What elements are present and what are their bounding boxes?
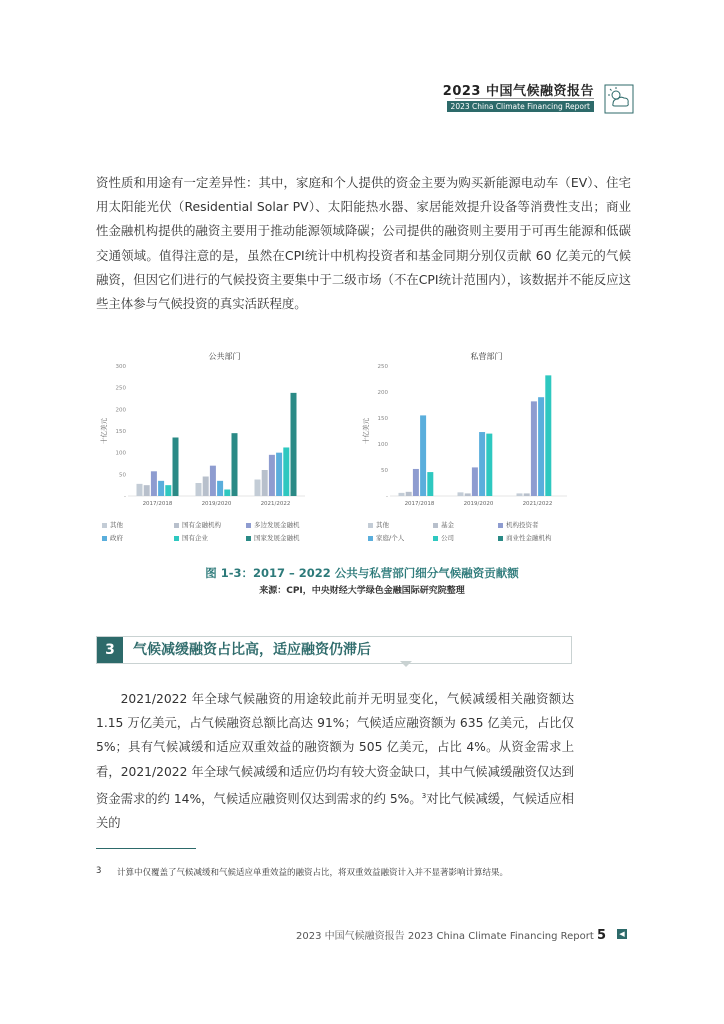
public-legend [102,520,332,544]
private-sector-chart [362,348,582,513]
report-subtitle: 2023 China Climate Financing Report [447,101,594,112]
y-tick-label: - [124,494,126,500]
y-axis-label: 十亿美元 [100,418,108,444]
x-tick-label: 2021/2022 [260,501,291,507]
footnote-ref[interactable]: 3 [421,791,427,800]
x-tick-label: 2017/2018 [404,501,435,507]
bar [173,438,179,497]
bar [276,453,282,496]
y-axis-label: 十亿美元 [362,418,370,444]
legend-item: 国家发展金融机 [246,533,300,542]
body-paragraph: 资性质和用途有一定差异性：其中，家庭和个人提供的资金主要为购买新能源电动车（EV）、住宅用太阳能光伏（Residential Solar PV）、太阳能热水器、家居能效提升设备等消费性支出；商业性金融机构提供的融资主要用于推动能源领域降碳；公司提供的融资则主要用于可再生能源和低碳交通领域。值得注意的是，虽然在CPI统计中机构投资者和基金同期分别仅贡献 60 亿美元的气候融资，但因它们进行的气候投资主要集中于二级市场（不在CPI统计范围内），该数据并不能反应这些主体参与气候投资的真实活跃程度。 [96,175,631,312]
y-tick-label: 250 [377,364,388,370]
chart-title: 私营部门 [470,352,503,361]
section-number: 3 [97,637,123,663]
x-tick-label: 2021/2022 [522,501,553,507]
bar [224,490,230,497]
bar [472,467,478,496]
bar [406,492,412,496]
y-tick-label: 100 [115,450,126,457]
bar [413,469,419,496]
bar [283,447,289,496]
y-tick-label: 200 [377,390,388,396]
bar [486,434,492,496]
x-tick-label: 2019/2020 [201,501,232,507]
bar [399,493,405,496]
y-tick-label: 100 [377,442,388,448]
y-tick-label: 50 [381,468,388,474]
bar [137,484,143,496]
bar [203,477,209,497]
bar [427,472,433,496]
legend-item: 商业性金融机构 [498,533,552,542]
back-arrow-icon[interactable]: ◀ [617,929,627,939]
y-tick-label: - [386,494,388,500]
y-tick-label: 150 [377,416,388,422]
header-rule [455,98,594,99]
legend-item: 机构投资者 [498,520,539,529]
body-paragraph-2: 2021/2022 年全球气候融资的用途较此前并无明显变化，气候减缓相关融资额达 1.15 万亿美元，占气候融资总额比高达 91%；气候适应融资额为 635 亿美元，占比仅 5%；具有气候减缓和适应双重效益的融资额为 505 亿美元，占比 4%。从资金需求上看，2021/2022 年全球气候减缓和适应仍均有较大资金缺口，其中气候减缓融资仅达到资金需求的约 14%，气候适应融资则仅达到需求的约 5%。$^3$对比气候减缓，气候适应相关的 [96,692,574,831]
bar [210,466,216,496]
bar [217,481,223,496]
y-tick-label: 200 [115,407,126,414]
x-tick-label: 2019/2020 [463,501,494,507]
footnote-rule [96,848,196,849]
footnote-number: 3 [96,866,102,876]
bar [144,485,150,496]
section-title: 气候减缓融资占比高，适应融资仍滞后 [133,642,371,658]
bar [465,493,471,496]
public-sector-chart [100,348,320,513]
section-heading [96,636,572,664]
legend-item: 国有企业 [174,533,208,542]
bar [255,480,261,496]
report-title: 2023 中国气候融资报告 [442,84,594,99]
legend-item: 公司 [433,533,454,542]
bar [232,433,238,496]
legend-item: 多边发展金融机 [246,520,300,529]
bar [196,483,202,496]
legend-item: 其他 [368,520,389,529]
legend-item: 其他 [102,520,123,529]
legend-item: 国有金融机构 [174,520,221,529]
page-footer: 2023 中国气候融资报告 2023 China Climate Financing Report 5 [296,928,606,943]
weather-logo-icon [604,84,634,114]
chart-title: 公共部门 [208,352,241,361]
y-tick-label: 150 [115,429,126,435]
figure-source: 来源：CPI，中央财经大学绿色金融国际研究院整理 [259,586,465,596]
page-number: 5 [596,928,606,943]
footnote-text: 计算中仅覆盖了气候减缓和气候适应单重效益的融资占比，将双重效益融资计入并不显著影响计算结果。 [117,868,509,878]
bar [545,375,551,496]
section-notch [400,661,412,667]
bar [479,432,485,496]
private-legend [368,520,598,544]
bar [458,492,464,496]
bar [165,485,171,496]
x-tick-label: 2017/2018 [142,501,173,507]
legend-item: 基金 [433,520,454,529]
bar [158,481,164,496]
bar [151,471,157,496]
bar [517,493,523,496]
bar [420,415,426,496]
bar [269,455,275,496]
bar [538,397,544,496]
y-tick-label: 50 [119,472,126,479]
bar [524,493,530,496]
bar [262,470,268,496]
legend-item: 政府 [102,533,123,542]
bar [291,393,297,496]
y-tick-label: 250 [115,385,126,392]
figure-caption: 图 1-3：2017 – 2022 公共与私营部门细分气候融资贡献额 [205,566,519,580]
legend-item: 家庭/个人 [368,533,404,542]
y-tick-label: 300 [115,364,126,370]
bar [531,401,537,496]
